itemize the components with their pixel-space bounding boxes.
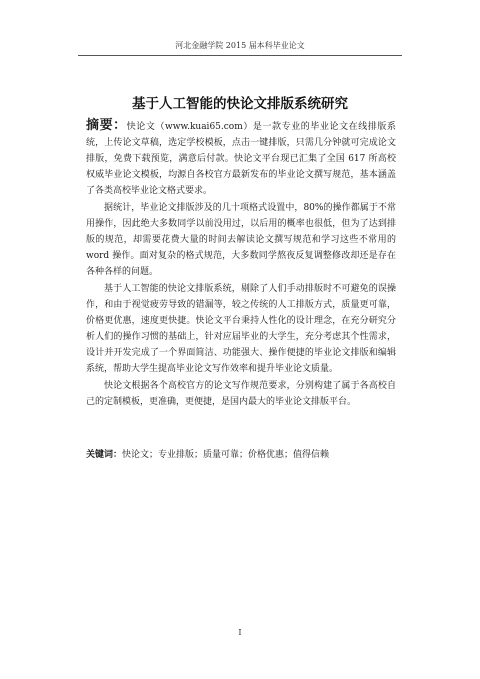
paper-title: 基于人工智能的快论文排版系统研究	[132, 96, 348, 112]
abstract-section	[86, 118, 396, 411]
page-number: I	[238, 628, 242, 637]
abstract-label: 摘要：	[86, 118, 127, 133]
keywords-line	[86, 447, 396, 463]
running-header: 河北金融学院 2015 届本科毕业论文	[78, 40, 402, 56]
abstract-paragraph-4: 快论文根据各个高校官方的论文写作规范要求，分别构建了属于各高校自己的定制模板，更准确，更便捷，是国内最大的毕业论文排版平台。	[86, 381, 396, 407]
abstract-paragraph-3: 基于人工智能的快论文排版系统，剔除了人们手动排版时不可避免的误操作，和由于视觉疲劳导致的错漏等，较之传统的人工排版方式，质量更可靠，价格更优惠，速度更快捷。快论文平台秉持人性化的设计理念，在充分研究分析人们的操作习惯的基础上，针对应届毕业的大学生，充分考虑其个性需求，设计并开发完成了一个界面简洁、功能强大、操作便捷的毕业论文排版和编辑系统，帮助大学生提高毕业论文写作效率和提升毕业论文质量。	[86, 284, 396, 374]
abstract-text-1: 快论文（www.kuai65.com）是一款专业的毕业论文在线排版系统，上传论文草稿，选定学校模板，点击一键排版，只需几分钟就可完成论文排版，免费下载预览，满意后付款。快论文平台现已汇集了全国 617 所高校权威毕业论文模板，均源自各校官方最新发布的毕业论文撰写规范，基本涵盖了各类高校毕业论文格式要求。	[86, 122, 396, 196]
abstract-paragraph-1	[86, 118, 396, 199]
keywords-text: 快论文；专业排版；质量可靠；价格优惠；值得信赖	[122, 450, 330, 460]
abstract-paragraph-2: 据统计，毕业论文排版涉及的几十项格式设置中，80%的操作都属于不常用操作，因此绝大多数同学以前没用过，以后用的概率也很低，但为了达到排版的规范，却需要花费大量的时间去解读论文撰写规范和学习这些不常用的 word 操作。面对复杂的格式规范，大多数同学熬夜反复调整修改却还是存在各种各样的问题。	[86, 203, 396, 277]
keywords-label: 关键词：	[86, 450, 123, 460]
